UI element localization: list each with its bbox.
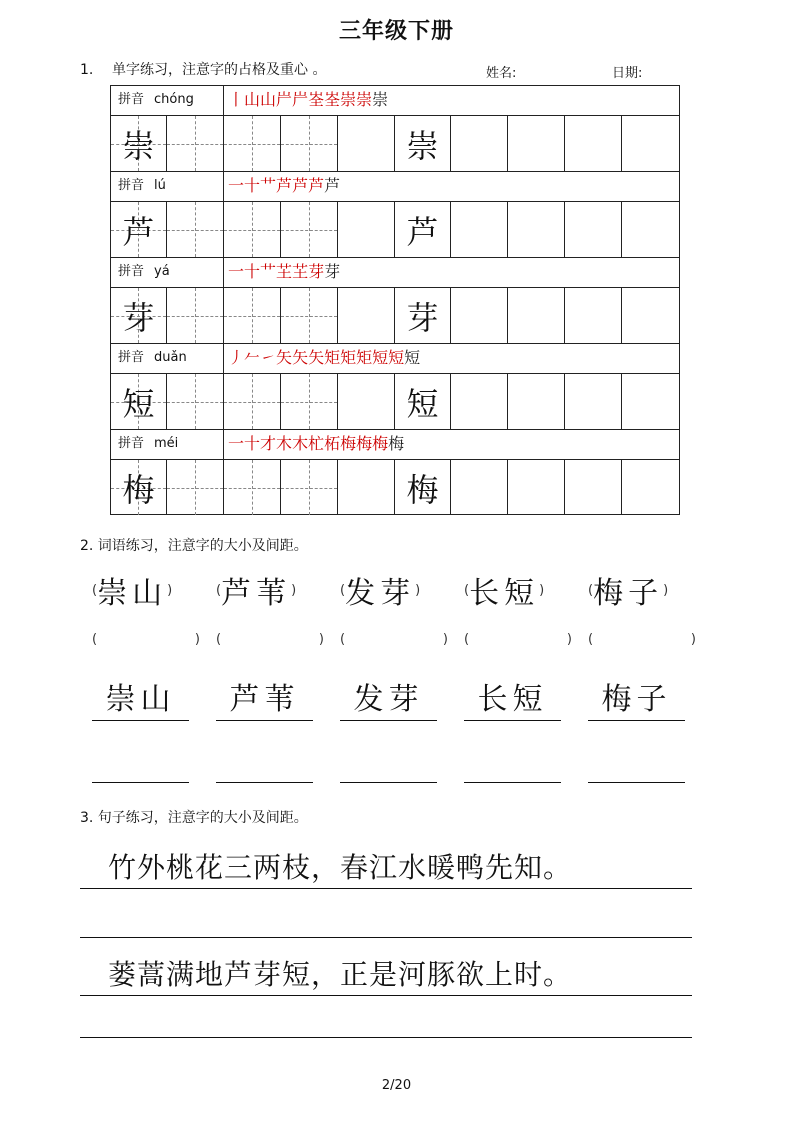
stroke-order (224, 86, 679, 115)
practice-box[interactable] (508, 288, 565, 343)
model-char: 梅 (122, 470, 155, 509)
word-trace-row (92, 680, 712, 721)
practice-box[interactable] (622, 116, 679, 171)
model-char-box (395, 460, 452, 515)
practice-box[interactable] (281, 288, 338, 343)
pinyin-value: méi (154, 436, 179, 451)
open-paren: ( (216, 582, 222, 598)
practice-box[interactable] (565, 460, 622, 515)
word-blank[interactable] (340, 632, 464, 647)
model-char: 梅 (406, 470, 439, 509)
pinyin-label: 拼音 (118, 264, 145, 279)
word-text: 崇山 (97, 576, 168, 611)
practice-box[interactable] (167, 116, 224, 171)
practice-box[interactable] (167, 288, 224, 343)
open-paren: ( (216, 632, 222, 647)
pinyin-row (110, 429, 680, 459)
sentence-line: 竹外桃花三两枝，春江水暖鸭先知。 (80, 847, 692, 889)
practice-box[interactable] (508, 460, 565, 515)
sentence-write-line[interactable] (80, 896, 692, 938)
stroke-step: 芽 (308, 262, 325, 281)
practice-box[interactable] (281, 202, 338, 257)
section1-number: 1. (80, 62, 94, 78)
stroke-step: 梅 (356, 434, 373, 453)
model-char: 短 (122, 384, 155, 423)
word-blank[interactable] (464, 632, 588, 647)
word-trace-line: 崇山 (92, 680, 189, 721)
practice-box[interactable] (281, 460, 338, 515)
practice-box[interactable] (508, 116, 565, 171)
practice-box[interactable] (622, 288, 679, 343)
date-label: 日期: (612, 66, 643, 81)
practice-box[interactable] (167, 374, 224, 429)
word-write-line[interactable] (464, 742, 561, 783)
word-text: 长短 (469, 576, 540, 611)
model-char: 短 (406, 384, 439, 423)
word-text: 梅子 (593, 576, 664, 611)
stroke-step: 十 (244, 176, 261, 195)
practice-box[interactable] (224, 374, 281, 429)
page-number: 2/20 (381, 1078, 412, 1093)
model-char: 崇 (406, 126, 439, 165)
pinyin-label: 拼音 (118, 436, 145, 451)
stroke-step: 芦 (292, 176, 309, 195)
char-grid-row (110, 115, 680, 171)
stroke-step: 艹 (260, 262, 277, 281)
stroke-step: 芏 (276, 262, 293, 281)
pinyin-value: lú (154, 178, 166, 193)
word-model (588, 568, 712, 612)
stroke-step: 屵 (292, 90, 309, 109)
open-paren: ( (340, 582, 346, 598)
stroke-step: 芦 (276, 176, 293, 195)
practice-box[interactable] (281, 374, 338, 429)
stroke-step: 矢 (308, 348, 325, 367)
pinyin-cell (111, 172, 224, 201)
pinyin-value: chóng (154, 92, 194, 107)
practice-box[interactable] (338, 116, 395, 171)
pinyin-row (110, 85, 680, 115)
open-paren: ( (588, 582, 594, 598)
practice-box[interactable] (338, 374, 395, 429)
stroke-step: 短 (388, 348, 405, 367)
practice-box[interactable] (338, 202, 395, 257)
word-blank[interactable] (92, 632, 216, 647)
open-paren: ( (464, 632, 470, 647)
close-paren: ) (442, 632, 448, 647)
close-paren: ) (194, 632, 200, 647)
open-paren: ( (588, 632, 594, 647)
model-char: 芽 (122, 298, 155, 337)
stroke-order (224, 258, 679, 287)
stroke-step: 芦 (308, 176, 325, 195)
section3-heading: 3. 句子练习，注意字的大小及间距。 (80, 810, 308, 826)
close-paren: ) (566, 632, 572, 647)
section2-heading: 2. 词语练习，注意字的大小及间距。 (80, 538, 308, 554)
word-trace-line: 梅子 (588, 680, 685, 721)
char-grid-row (110, 201, 680, 257)
practice-box[interactable] (565, 116, 622, 171)
stroke-step: 丿 (228, 348, 245, 367)
pinyin-label: 拼音 (118, 350, 145, 365)
close-paren: ) (318, 632, 324, 647)
close-paren: ) (167, 582, 173, 598)
practice-box[interactable] (338, 460, 395, 515)
model-char-box (395, 202, 452, 257)
stroke-step: 柘 (324, 434, 341, 453)
model-char: 芽 (406, 298, 439, 337)
practice-box[interactable] (338, 288, 395, 343)
word-trace-line: 芦苇 (216, 680, 313, 721)
stroke-step: 梅 (340, 434, 357, 453)
word-write-line[interactable] (340, 742, 437, 783)
pinyin-row (110, 171, 680, 201)
pinyin-cell (111, 344, 224, 373)
model-char: 芦 (122, 212, 155, 251)
word-write-line[interactable] (216, 742, 313, 783)
open-paren: ( (464, 582, 470, 598)
section1-instruction: 单字练习，注意字的占格及重心 。 (112, 62, 327, 78)
char-practice-table (110, 85, 680, 515)
model-char: 芦 (406, 212, 439, 251)
stroke-step: 崇 (340, 90, 357, 109)
practice-box[interactable] (622, 202, 679, 257)
pinyin-row (110, 257, 680, 287)
stroke-step: 矢 (292, 348, 309, 367)
stroke-step: 十 (244, 262, 261, 281)
stroke-step: 一 (228, 176, 245, 195)
practice-box[interactable] (565, 202, 622, 257)
close-paren: ) (690, 632, 696, 647)
model-char: 崇 (122, 126, 155, 165)
practice-box[interactable] (224, 116, 281, 171)
word-write-row (92, 742, 712, 783)
stroke-step: 矢 (276, 348, 293, 367)
stroke-step: 杧 (308, 434, 325, 453)
practice-box[interactable] (451, 202, 508, 257)
page-title: 三年级下册 (338, 19, 454, 44)
word-write-line[interactable] (588, 742, 685, 783)
stroke-step: 芽 (324, 262, 341, 281)
char-grid-row (110, 373, 680, 429)
practice-box[interactable] (281, 116, 338, 171)
word-trace-line: 长短 (464, 680, 561, 721)
pinyin-value: yá (154, 264, 170, 279)
char-grid-row (110, 459, 680, 515)
word-write-line[interactable] (92, 742, 189, 783)
stroke-step: 才 (260, 434, 277, 453)
stroke-step: 屵 (276, 90, 293, 109)
word-model (216, 568, 340, 612)
sentence-write-line[interactable] (80, 996, 692, 1038)
model-char-box (395, 288, 452, 343)
stroke-step: 山 (260, 90, 277, 109)
stroke-step: ㇀ (260, 348, 277, 367)
practice-box[interactable] (451, 460, 508, 515)
open-paren: ( (92, 582, 98, 598)
stroke-step: 一 (228, 434, 245, 453)
stroke-step: 矩 (356, 348, 373, 367)
stroke-order (224, 172, 679, 201)
model-char-box (395, 374, 452, 429)
open-paren: ( (92, 632, 98, 647)
model-char-box (111, 288, 167, 343)
pinyin-cell (111, 86, 224, 115)
stroke-step: 崇 (356, 90, 373, 109)
word-text: 发芽 (345, 576, 416, 611)
pinyin-label: 拼音 (118, 92, 145, 107)
stroke-step: 矩 (324, 348, 341, 367)
pinyin-cell (111, 430, 224, 459)
practice-box[interactable] (508, 374, 565, 429)
stroke-order (224, 430, 679, 459)
pinyin-row (110, 343, 680, 373)
model-char-box (111, 374, 167, 429)
close-paren: ) (415, 582, 421, 598)
close-paren: ) (663, 582, 669, 598)
word-model (92, 568, 216, 612)
stroke-step: 山 (244, 90, 261, 109)
char-grid-row (110, 287, 680, 343)
practice-box[interactable] (224, 288, 281, 343)
stroke-step: 峑 (308, 90, 325, 109)
word-model (464, 568, 588, 612)
open-paren: ( (340, 632, 346, 647)
stroke-step: 峑 (324, 90, 341, 109)
practice-box[interactable] (167, 460, 224, 515)
model-char-box (111, 202, 167, 257)
practice-box[interactable] (224, 202, 281, 257)
stroke-step: 艹 (260, 176, 277, 195)
practice-box[interactable] (565, 374, 622, 429)
stroke-step: 芦 (324, 176, 341, 195)
stroke-step: 短 (404, 348, 421, 367)
close-paren: ) (539, 582, 545, 598)
sentence-line: 蒌蒿满地芦芽短，正是河豚欲上时。 (80, 954, 692, 996)
practice-box[interactable] (622, 460, 679, 515)
practice-box[interactable] (565, 288, 622, 343)
stroke-step: 芏 (292, 262, 309, 281)
stroke-step: 短 (372, 348, 389, 367)
pinyin-cell (111, 258, 224, 287)
practice-box[interactable] (451, 288, 508, 343)
practice-box[interactable] (451, 116, 508, 171)
close-paren: ) (291, 582, 297, 598)
word-blank[interactable] (216, 632, 340, 647)
stroke-step: 𠂉 (244, 348, 261, 367)
stroke-step: 梅 (388, 434, 405, 453)
stroke-order (224, 344, 679, 373)
practice-box[interactable] (167, 202, 224, 257)
section1-heading (80, 59, 326, 79)
word-text: 芦苇 (221, 576, 292, 611)
model-char-box (111, 460, 167, 515)
stroke-step: 梅 (372, 434, 389, 453)
practice-box[interactable] (224, 460, 281, 515)
stroke-step: 木 (276, 434, 293, 453)
word-model (340, 568, 464, 612)
practice-box[interactable] (622, 374, 679, 429)
stroke-step: 矩 (340, 348, 357, 367)
pinyin-value: duǎn (154, 350, 187, 365)
word-blank-paren-row (92, 632, 712, 647)
word-trace-line: 发芽 (340, 680, 437, 721)
stroke-step: 木 (292, 434, 309, 453)
name-label: 姓名: (486, 66, 517, 81)
model-char-box (395, 116, 452, 171)
model-char-box (111, 116, 167, 171)
stroke-step: 一 (228, 262, 245, 281)
practice-box[interactable] (451, 374, 508, 429)
word-model-row (92, 568, 712, 612)
word-blank[interactable] (588, 632, 712, 647)
pinyin-label: 拼音 (118, 178, 145, 193)
stroke-step: 崇 (372, 90, 389, 109)
practice-box[interactable] (508, 202, 565, 257)
stroke-step: 十 (244, 434, 261, 453)
stroke-step: 丨 (228, 90, 245, 109)
